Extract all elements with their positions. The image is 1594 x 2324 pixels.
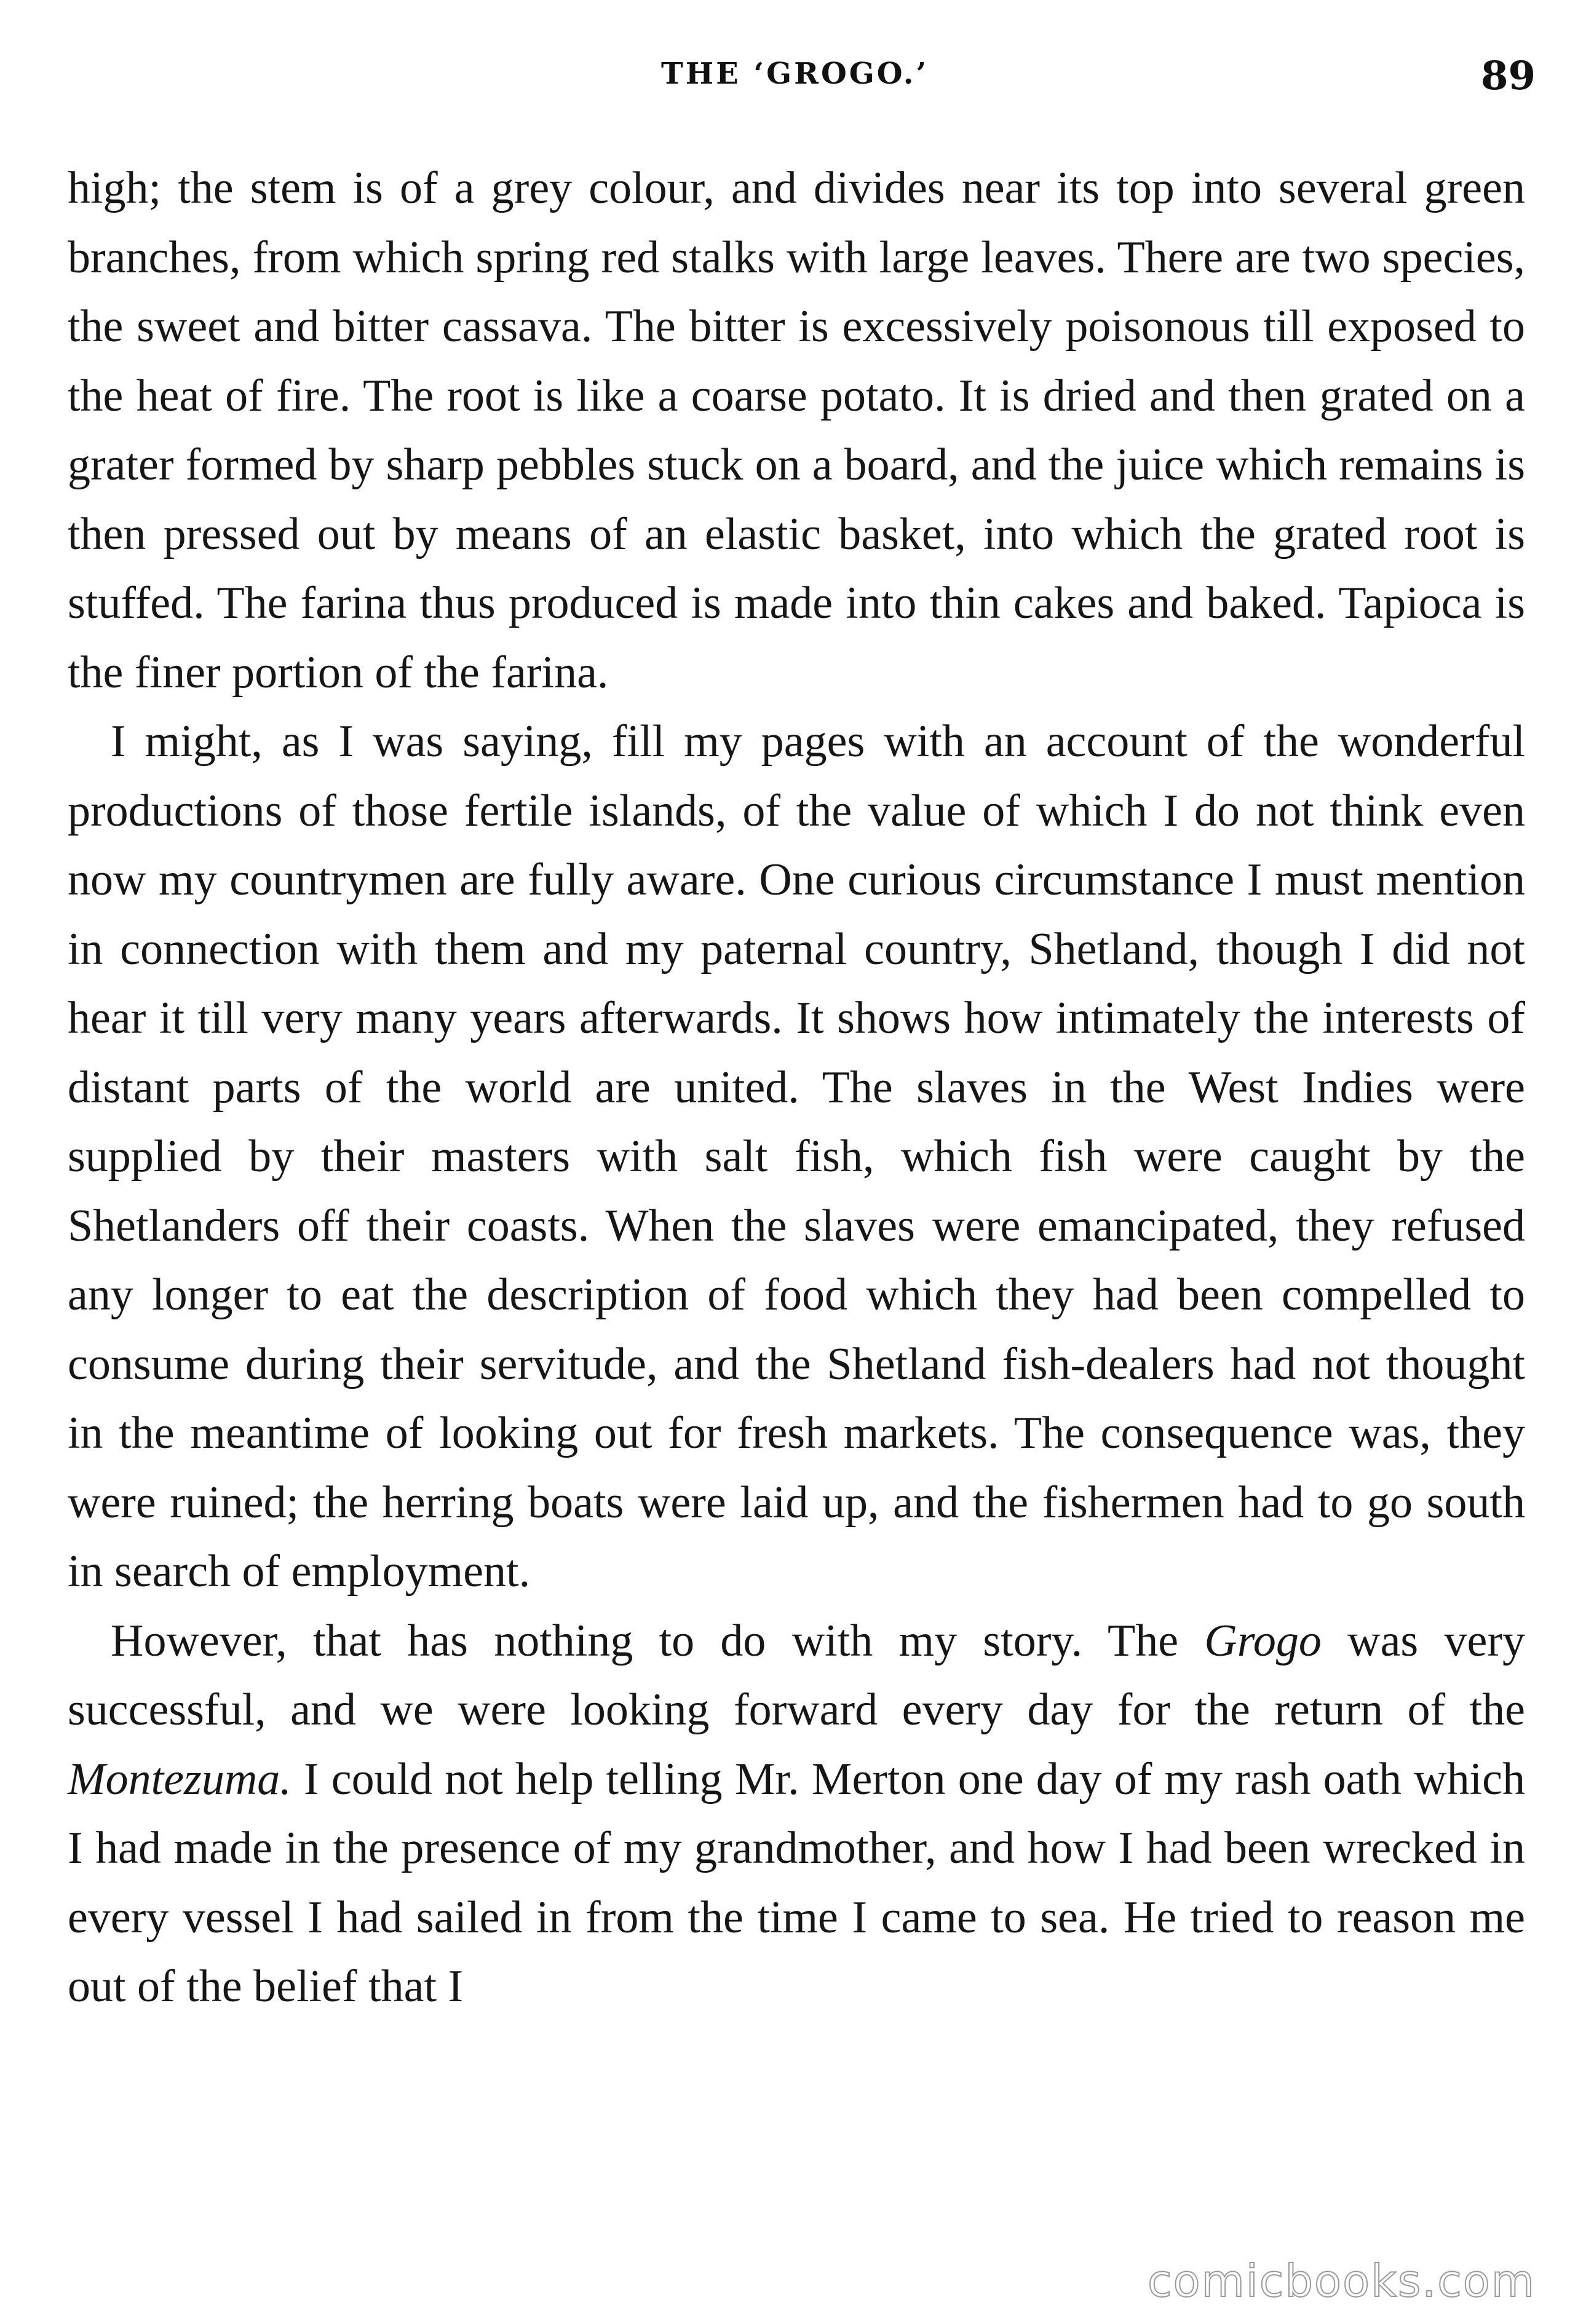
body-text — [68, 154, 1525, 2022]
ship-name-grogo: Grogo — [1204, 1615, 1322, 1666]
paragraph-grogo — [68, 1607, 1525, 2022]
paragraph-text: was very successful, and we were looking forward every day for the return of the — [68, 1615, 1525, 1735]
ship-name-montezuma: Montezuma. — [68, 1753, 291, 1804]
paragraph-cassava — [68, 154, 1525, 707]
running-title: THE ‘GROGO.’ — [661, 57, 929, 91]
watermark: comicbooks.com — [1147, 2255, 1536, 2307]
paragraph-shetland — [68, 707, 1525, 1607]
paragraph-text: However, that has nothing to do with my story. The — [111, 1615, 1205, 1666]
paragraph-text: I might, as I was saying, fill my pages with an account of the wonderful productions of those fertile islands, of the value of which I do not think even now my countrymen are fully aware. One curious circumstance I must mention in connection with them and my paternal country, Shetland, though I did not hear it till very many years afterwards. It shows how intimately the interests of distant parts of the world are united. The slaves in the West Indies were supplied by their masters with salt fish, which fish were caught by the Shetlanders off their coasts. When the slaves were emancipated, they refused any longer to eat the description of food which they had been compelled to consume during their servitude, and the Shetland fish-dealers had not thought in the meantime of looking out for fresh markets. The consequence was, they were ruined; the herring boats were laid up, and the fishermen had to go south in search of employment. — [68, 716, 1525, 1597]
page-number: 89 — [1480, 53, 1536, 99]
paragraph-text: high; the stem is of a grey colour, and divides near its top into several green branches, from which spring red stalks with large leaves. There are two species, the sweet and bitter cassava. The bitter is excessively poisonous till exposed to the heat of fire. The root is like a coarse potato. It is dried and then grated on a grater formed by sharp pebbles stuck on a board, and the juice which remains is then pressed out by means of an elastic basket, into which the grated root is stuffed. The farina thus produced is made into thin cakes and baked. Tapioca is the finer portion of the farina. — [68, 163, 1525, 698]
paragraph-text: I could not help telling Mr. Merton one day of my rash oath which I had made in the presence of my grandmother, and how I had been wrecked in every vessel I had sailed in from the time I came to sea. He tried to reason me out of the belief that I — [68, 1753, 1525, 2012]
running-head — [0, 53, 1594, 112]
